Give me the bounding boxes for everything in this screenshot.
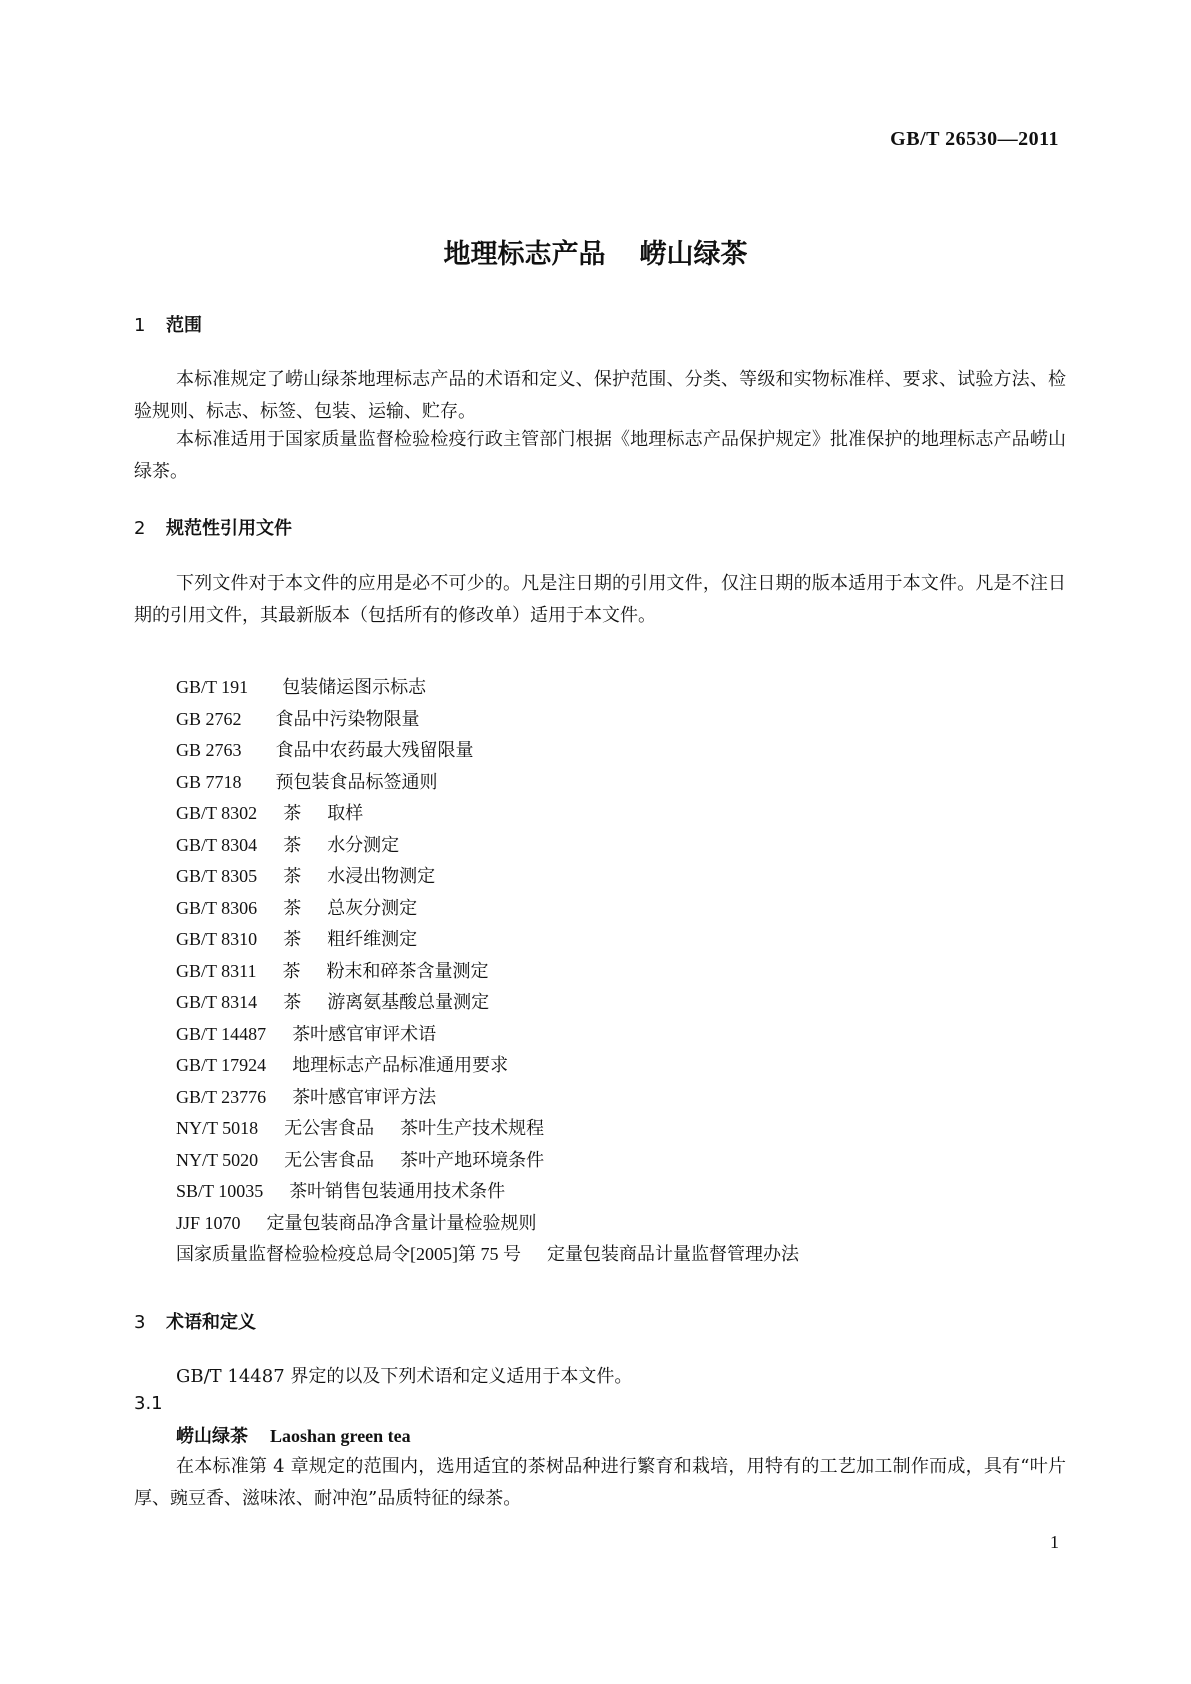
section-title: 范围 (166, 315, 202, 336)
reference-title: 食品中农药最大残留限量 (275, 740, 474, 761)
reference-subtitle: 粉末和碎茶含量测定 (326, 960, 489, 982)
reference-title: 定量包装商品净含量计量检验规则 (266, 1212, 537, 1234)
reference-item (176, 893, 799, 925)
section-heading-normative-references (134, 514, 292, 540)
reference-subtitle: 总灰分测定 (327, 897, 418, 919)
reference-code: GB/T 23776 (176, 1086, 267, 1107)
section-heading-scope (134, 311, 202, 337)
page-number: 1 (1050, 1532, 1059, 1552)
reference-subtitle: 取样 (327, 803, 364, 824)
reference-item (176, 987, 799, 1019)
reference-title: 定量包装商品计量监督管理办法 (547, 1244, 799, 1265)
scope-paragraph-1: 本标准规定了崂山绿茶地理标志产品的术语和定义、保护范围、分类、等级和实物标准样、要求、试验方法、检验规则、标志、标签、包装、运输、贮存。 (134, 369, 1066, 422)
standard-code: GB/T 26530—2011 (890, 128, 1059, 150)
reference-item (176, 1239, 799, 1271)
term-heading (176, 1422, 411, 1448)
reference-title: 茶 (283, 897, 302, 919)
reference-item (176, 830, 799, 862)
reference-item (176, 924, 799, 956)
reference-item (176, 735, 799, 767)
reference-title: 无公害食品 (284, 1149, 375, 1171)
reference-title: 茶 (283, 866, 302, 887)
reference-code: GB/T 8310 (176, 929, 258, 949)
reference-code: GB/T 8306 (176, 897, 258, 918)
reference-code: GB 7718 (176, 771, 242, 792)
reference-subtitle: 茶叶生产技术规程 (400, 1118, 545, 1139)
reference-code: GB/T 8304 (176, 834, 258, 855)
reference-code: JJF 1070 (176, 1212, 241, 1233)
reference-title: 食品中污染物限量 (275, 708, 420, 730)
reference-code: SB/T 10035 (176, 1181, 264, 1201)
reference-item (176, 1176, 799, 1208)
reference-code: GB/T 17924 (176, 1055, 267, 1075)
reference-code: GB/T 14487 (176, 1023, 267, 1044)
reference-subtitle: 水浸出物测定 (327, 866, 436, 887)
reference-code: NY/T 5018 (176, 1118, 259, 1138)
reference-title: 包装储运图示标志 (282, 677, 427, 698)
title-part-2: 崂山绿茶 (639, 239, 748, 270)
reference-code: GB 2762 (176, 708, 242, 729)
clause-number: 3.1 (134, 1393, 163, 1414)
reference-item (176, 1019, 799, 1051)
reference-code: 国家质量监督检验检疫总局令[2005]第 75 号 (176, 1244, 521, 1264)
reference-title: 茶 (283, 992, 302, 1013)
reference-item (176, 767, 799, 799)
term-english: Laoshan green tea (270, 1426, 411, 1446)
section-title: 术语和定义 (166, 1312, 256, 1333)
term-definition: 在本标准第 4 章规定的范围内，选用适宜的茶树品种进行繁育和栽培，用特有的工艺加工制作而成，具有“叶片厚、豌豆香、滋味浓、耐冲泡”品质特征的绿茶。 (134, 1456, 1066, 1509)
reference-subtitle: 茶叶产地环境条件 (400, 1149, 545, 1171)
reference-title: 茶 (283, 803, 302, 824)
term-chinese: 崂山绿茶 (176, 1426, 248, 1447)
terms-intro-paragraph: GB/T 14487 界定的以及下列术语和定义适用于本文件。 (176, 1366, 633, 1387)
reference-title: 茶叶销售包装通用技术条件 (289, 1181, 506, 1202)
reference-item (176, 956, 799, 988)
reference-subtitle: 水分测定 (327, 834, 400, 856)
reference-item (176, 861, 799, 893)
section-heading-terms-definitions (134, 1308, 256, 1334)
reference-code: GB/T 8314 (176, 992, 258, 1012)
reference-item (176, 672, 799, 704)
section-number: 1 (134, 315, 146, 336)
reference-code: GB/T 8302 (176, 803, 258, 823)
reference-title: 茶 (283, 929, 302, 950)
reference-title: 茶 (282, 960, 301, 982)
reference-title: 无公害食品 (284, 1118, 375, 1139)
reference-code: GB/T 191 (176, 677, 249, 697)
reference-list (176, 672, 799, 1271)
reference-title: 茶叶感官审评术语 (292, 1023, 437, 1045)
references-intro-paragraph: 下列文件对于本文件的应用是必不可少的。凡是注日期的引用文件，仅注日期的版本适用于本文件。凡是不注日期的引用文件，其最新版本（包括所有的修改单）适用于本文件。 (134, 573, 1066, 626)
reference-item (176, 1145, 799, 1177)
section-number: 2 (134, 518, 146, 539)
reference-item (176, 1113, 799, 1145)
reference-subtitle: 粗纤维测定 (327, 929, 418, 950)
reference-item (176, 1050, 799, 1082)
reference-title: 茶叶感官审评方法 (292, 1086, 437, 1108)
reference-title: 茶 (283, 834, 302, 856)
reference-code: GB/T 8305 (176, 866, 258, 886)
reference-code: NY/T 5020 (176, 1149, 259, 1170)
reference-item (176, 798, 799, 830)
scope-paragraph-2: 本标准适用于国家质量监督检验检疫行政主管部门根据《地理标志产品保护规定》批准保护的地理标志产品崂山绿茶。 (134, 429, 1066, 482)
title-part-1: 地理标志产品 (443, 239, 606, 270)
reference-title: 预包装食品标签通则 (275, 771, 438, 793)
reference-title: 地理标志产品标准通用要求 (292, 1055, 509, 1076)
reference-code: GB/T 8311 (176, 960, 257, 981)
reference-subtitle: 游离氨基酸总量测定 (327, 992, 490, 1013)
document-title (0, 232, 1191, 271)
section-number: 3 (134, 1312, 146, 1333)
reference-item (176, 704, 799, 736)
reference-code: GB 2763 (176, 740, 242, 760)
reference-item (176, 1082, 799, 1114)
reference-item (176, 1208, 799, 1240)
section-title: 规范性引用文件 (166, 518, 292, 539)
